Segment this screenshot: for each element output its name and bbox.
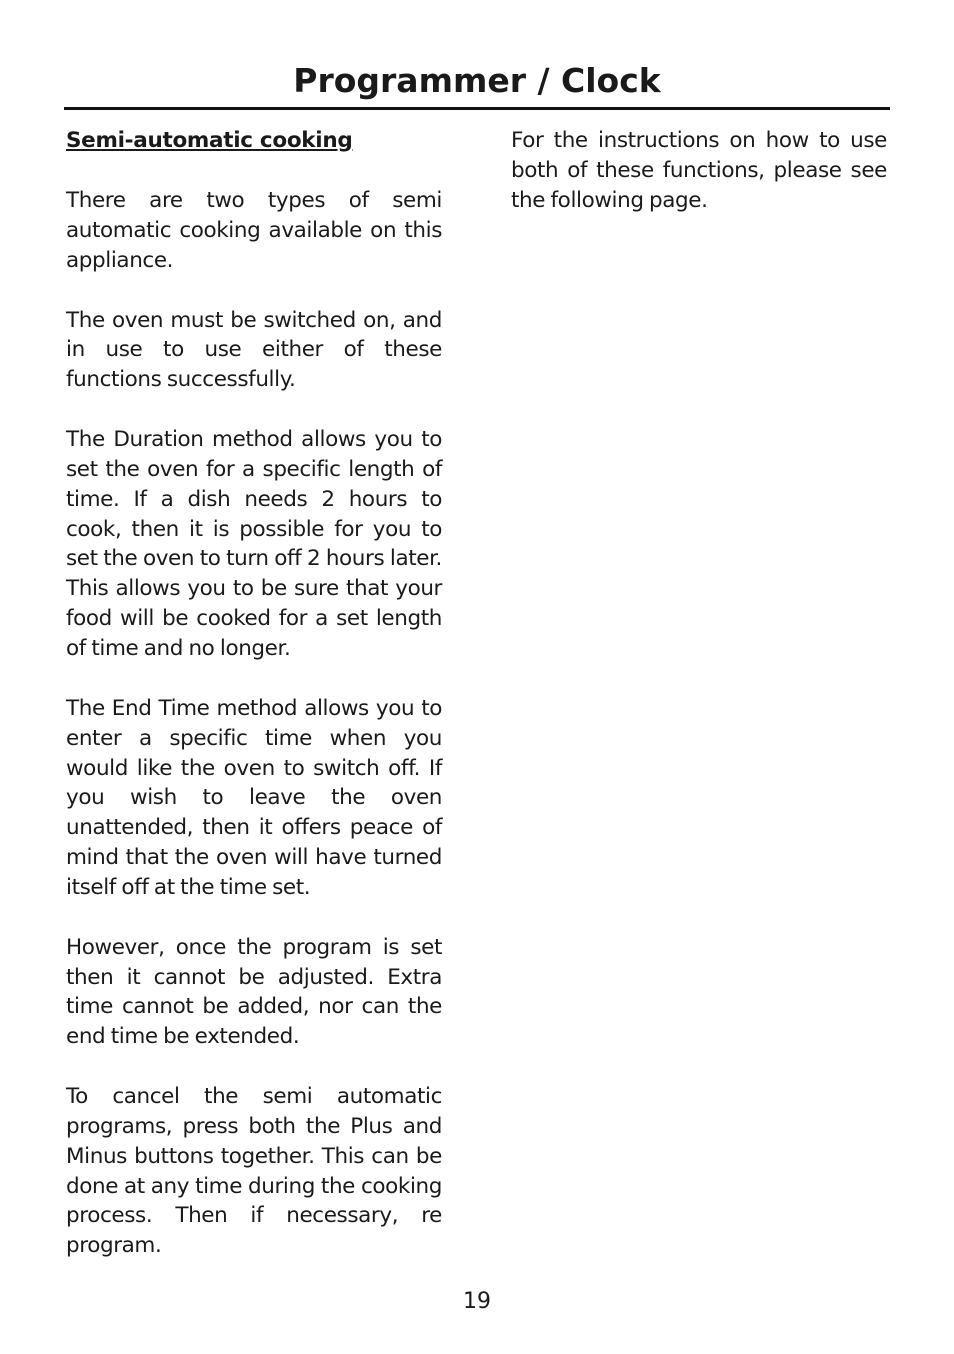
paragraph-see-following-page: For the instructions on how to use both of these functions, please see the following page. [511, 128, 887, 213]
page-title: Programmer / Clock [293, 61, 661, 100]
right-column [511, 126, 887, 246]
paragraph-cancel-programs: To cancel the semi automatic programs, press both the Plus and Minus buttons together. This can be done at any time during the cooking process. Then if necessary, re program. [66, 1084, 442, 1259]
title-divider [64, 107, 890, 110]
paragraph-end-time-method: The End Time method allows you to enter a specific time when you would like the oven to switch off. If you wish to leave the oven unattended, then it offers peace of mind that the oven will have turned itself off at the time set. [66, 695, 442, 900]
paragraph-cannot-adjust: However, once the program is set then it cannot be adjusted. Extra time cannot be added, nor can the end time be extended. [66, 934, 442, 1050]
section-heading: Semi-automatic cooking [66, 128, 353, 153]
left-column [66, 126, 442, 1291]
paragraph-semi-auto-types: There are two types of semi automatic cooking available on this appliance. [66, 188, 442, 273]
paragraph-oven-switched-on: The oven must be switched on, and in use to use either of these functions successfully. [66, 307, 442, 393]
paragraph-duration-method: The Duration method allows you to set the oven for a specific length of time. If a dish needs 2 hours to cook, then it is possible for you to set the oven to turn off 2 hours later. This allows you to be sure that your food will be cooked for a set length of time and no longer. [66, 427, 442, 661]
page-number: 19 [463, 1289, 491, 1314]
